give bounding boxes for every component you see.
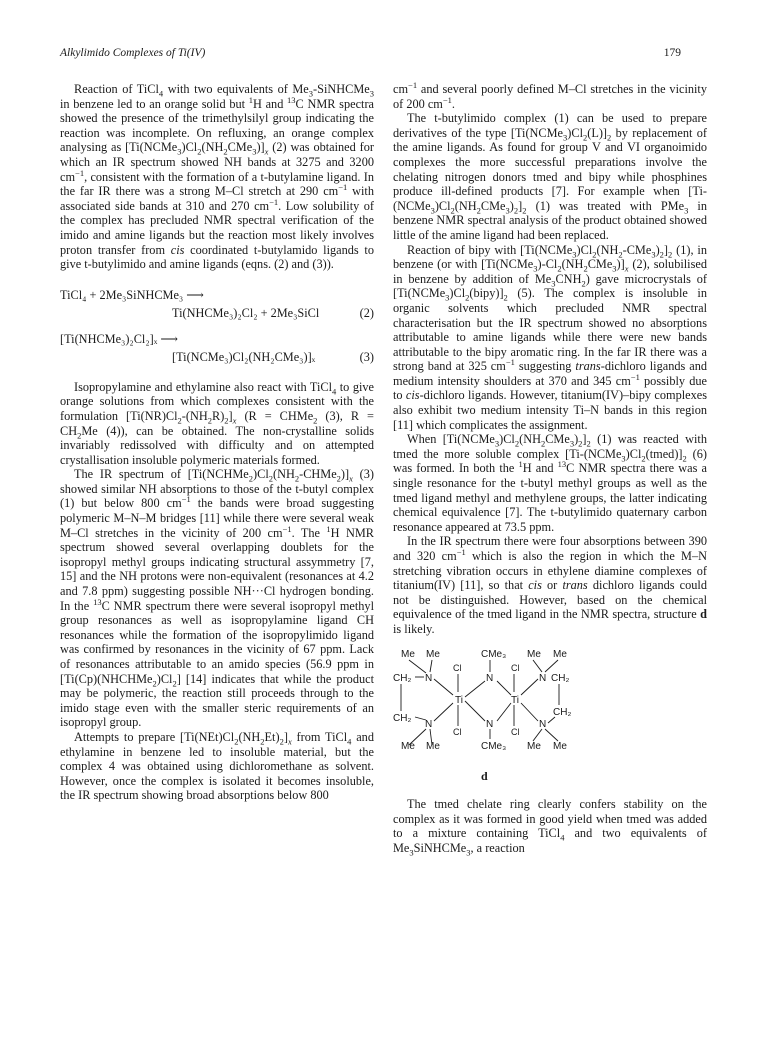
equation-3-rhs [60,350,374,368]
structure-label: Ti [511,694,519,706]
paragraph: The tmed chelate ring clearly confers stability on the complex as it was formed in good yield when tmed was added to a mixture containing TiCl$_4$ and two equivalents of $Me_3SiNHCMe_3$, a reaction [393,797,707,858]
structure-label: N [539,718,547,730]
structure-label: Cl [453,662,462,673]
structure-label: N [486,718,494,730]
structure-label: CH₂ [551,672,570,684]
structure-label: Me [401,740,415,752]
structure-label: CMe₃ [481,740,507,752]
structure-caption: d [481,768,488,783]
running-title: Alkylimido Complexes of Ti(IV) [60,47,206,59]
structure-label: N [425,718,433,730]
page-number: 179 [663,47,681,59]
structure-label: N [539,672,547,684]
structure-label: CMe₃ [481,648,507,660]
equation-2-number: (2) [359,305,374,320]
left-column [60,82,374,803]
structure-label: N [425,672,433,684]
paragraph: $cm^{-1}$ and several poorly defined M–Cl stretches in the vicinity of 200 $cm^{-1}$. [393,79,707,111]
equation-2-lhs: TiCl₄ + 2Me₃SiNHCMe₃ ⟶ [60,287,204,302]
equation-3-lhs: [Ti(NHCMe₃)₂Cl₂]ₓ ⟶ [60,331,178,346]
structure-d-diagram [393,645,707,767]
structure-label: Cl [511,726,520,737]
structure-label: Me [553,740,567,752]
paragraph: When $[Ti(NCMe_3)Cl_2(NH_2CMe_3)_2]_2$ (1) was reacted with tmed the more soluble complex $[Ti-(NCMe_3)Cl_2(tmed)]_2$ (6) was formed. In both the $^1$H and $^{13}$C NMR spectra there was a single resonance for the t-butyl methyl groups as well as the tmed ligand methyl and methylene groups, the latter indicating chemical equivalence [7]. The t-butylimido quaternary carbon resonance appeared at 73.5 ppm. [393,432,707,534]
structure-label: Me [426,740,440,752]
paragraph: Reaction of bipy with $[Ti(NCMe_3)Cl_2(NH_2-CMe_3)_2]_2$ (1), in benzene (or with $[Ti(NCMe_3)-Cl_2(NH_2CMe_3)]_x$ (2), solubilised in benzene by addition of $Me_3CNH_2$) gave microcrystals of $[Ti(NCMe_3)Cl_2(bipy)]_2$ (5). The complex is insoluble in organic solvents which precluded NMR spectral characterisation but the IR spectrum showed no absorptions attributable to amine ligands while there were new bands attributable to the bipy aromatic ring. In the far IR there was a strong band at 325 $cm^{-1}$ suggesting trans-dichloro ligands and medium intensity shoulders at 370 and 345 $cm^{-1}$ possibly due to cis-dichloro ligands. However, titanium(IV)–bipy complexes also exhibit two medium intensity Ti–N bands in this region [11] which complicates the assignment. [393,242,707,432]
structure-label: Me [527,740,541,752]
equation-2-rhs [60,306,374,324]
structure-label: Cl [511,662,520,673]
paragraph: Reaction of TiCl$_4$ with two equivalents of $Me_3-SiNHCMe_3$ in benzene led to an orange solid but $^1$H and $^{13}$C NMR spectra showed the presence of the trimethylsilyl group indicating the reaction was incomplete. On refluxing, an orange complex analysing as $[Ti(NCMe_3)Cl_2(NH_2CMe_3)]_x$ (2) was obtained for which an IR spectrum showed NH bands at 3275 and 3200 $cm^{-1}$, consistent with the formation of a t-butylamine ligand. In the far IR there was a strong M–Cl stretch at 290 $cm^{-1}$ with associated side bands at 310 and 270 $cm^{-1}$. Low solubility of the complex has precluded NMR spectral verification of the imido and amine ligands but the reaction most likely involves proton transfer from cis coordinated t-butylamido ligands to give t-butylimido and amine ligands (eqns. (2) and (3)). [60,82,375,272]
structure-label: Me [553,648,567,660]
structure-label: Me [401,648,415,660]
paragraph: Attempts to prepare $[Ti(NEt)Cl_2(NH_2Et)_2]_x$ from TiCl$_4$ and ethylamine in benzene led to insoluble material, but the complex 4 was obtained using dichloromethane as solvent. However, once the complex is isolated it becomes insoluble, the IR spectrum showing broad absorptions below 800 [60,729,374,803]
paragraph: Isopropylamine and ethylamine also react with TiCl$_4$ to give orange solutions from which complexes consistent with the formulation $[Ti(NR)Cl_2-(NH_2R)_2]_x$ (R = CHMe$_2$ (3), $R = CH_2Me$ (4)), can be obtained. The non-crystalline solids invariably redissolved with difficulty and on attempted crystallisation insoluble polymeric materials formed. [60,379,374,467]
equation-3-number: (3) [359,349,374,364]
structure-label: CH₂ [393,672,412,684]
equation-3-products: [Ti(NCMe₃)Cl₂(NH₂CMe₃)]ₓ [172,349,316,364]
structure-label: Me [426,648,440,660]
structure-label: CH₂ [393,712,412,724]
structure-label: Ti [455,694,463,706]
structure-label: Cl [453,726,462,737]
equation-block [60,288,374,368]
paragraph: In the IR spectrum there were four absorptions between 390 and 320 $cm^{-1}$ which is also the region in which the M–N stretching vibration occurs in ethylene diamine complexes of titanium(IV) [11], so that cis or trans dichloro ligands could not be distinguished. However, based on the chemical equivalence of the tmed ligand in the NMR spectra, structure d is likely. [393,534,707,636]
structure-label: CH₂ [553,706,572,718]
paragraph: The IR spectrum of $[Ti(NCHMe_2)Cl_2(NH_2-CHMe_2)]_x$ (3) showed similar NH absorptions to those of the t-butyl complex (1) but below 800 $cm^{-1}$ the bands were broad suggesting polymeric M–N–M bridges [11] while there were several weak M–Cl stretches in the vicinity of 200 $cm^{-1}$. The $^1$H NMR spectrum showed several overlapping doublets for the isopropyl methyl groups indicating structural assymmetry [7, 15] and the NH protons were non-equivalent (resonances at 4.2 and 7.8 ppm) suggesting possible NH···Cl hydrogen bonding. In the $^{13}$C NMR spectrum there were several isopropyl methyl group resonances as well as isopropylamine ligand CH resonances while the formation of the isopropylimido ligand was confirmed by resonances in the vicinity of 67 ppm. Lack of resonances attributable to an amido species (56.9 ppm in $[Ti(Cp)(NHCHMe_2)Cl_2]$ [14] indicates that while the product may be polymeric, the reaction still proceeds through to the imido stage even with the smaller steric requirements of an isopropyl group. [60,467,375,730]
paragraph: The t-butylimido complex (1) can be used to prepare derivatives of the type $[Ti(NCMe_3)Cl_2(L)]_2$ by replacement of the amine ligands. As found for group V and VI organoimido complexes the more successful preparations involve the chelating nitrogen donors tmed and bipy while phosphines produce ill-defined products [7]. For example when $[Ti-(NCMe_3)Cl_2(NH_2CMe_3)_2]_2$ (1) was treated with PMe$_3$ in benzene NMR spectral analysis of the product obtained showed little of the amine ligand had been replaced. [393,111,708,242]
equation-2-products: Ti(NHCMe₃)₂Cl₂ + 2Me₃SiCl [172,305,320,320]
structure-label: N [486,672,494,684]
structure-label: Me [527,648,541,660]
right-column [393,79,708,858]
